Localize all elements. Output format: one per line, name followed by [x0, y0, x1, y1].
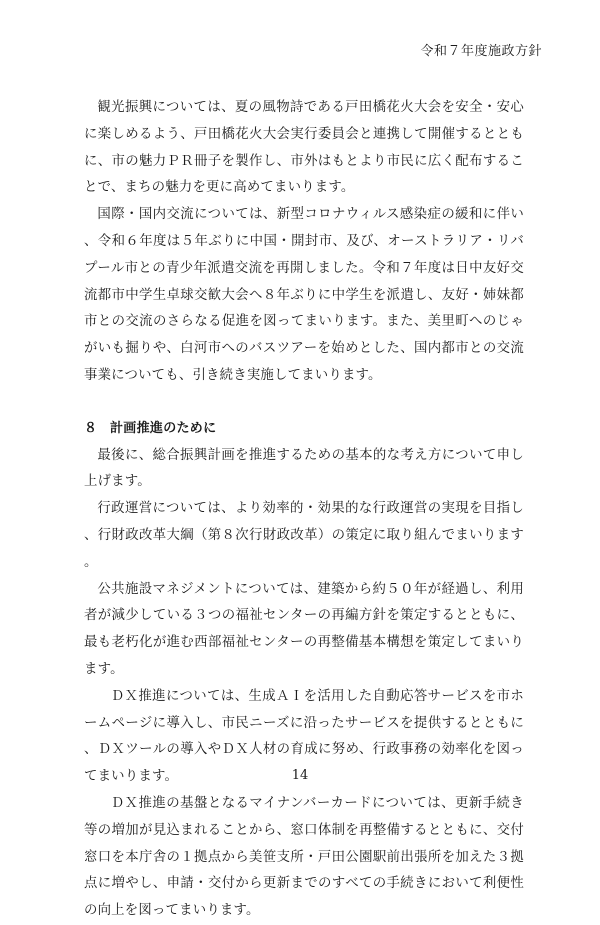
- paragraph-exchange: 国際・国内交流については、新型コロナウィルス感染症の緩和に伴い、令和６年度は５年ぶりに中国・開封市、及び、オーストラリア・リバプール市との青少年派遣交流を再開しました。令和７年度は日中友好交流都市中学生卓球交歓大会へ８年ぶりに中学生を派遣し、友好・姉妹都市との交流のさらなる促進を図ってまいります。また、美里町へのじゃがいも掘りや、白河市へのバスツアーを始めとした、国内都市との交流事業についても、引き続き実施してまいります。: [84, 207, 524, 383]
- section-heading: [84, 416, 524, 443]
- document-body: [84, 95, 524, 925]
- paragraph-tourism: 観光振興については、夏の風物詩である戸田橋花火大会を安全・安心に楽しめるよう、戸田橋花火大会実行委員会と連携して開催するとともに、市の魅力ＰＲ冊子を製作し、市外はもとより市民に広く配布することで、まちの魅力を更に高めてまいります。: [84, 100, 524, 196]
- paragraph-dx: ＤＸ推進については、生成ＡＩを活用した自動応答サービスを市ホームページに導入し、市民ニーズに沿ったサービスを提供するとともに、ＤＸツールの導入やＤＸ人材の育成に努め、行政事務の効率化を図ってまいります。: [84, 688, 524, 785]
- paragraph-mynumber: ＤＸ推進の基盤となるマイナンバーカードについては、更新手続き等の増加が見込まれることから、窓口体制を再整備するとともに、交付窓口を本庁舎の１拠点から美笹支所・戸田公園駅前出張所を加えた３拠点に増やし、申請・交付から更新までのすべての手続きにおいて利便性の向上を図ってまいります。: [84, 795, 524, 919]
- page-number: 14: [291, 768, 309, 783]
- section-spacer: [84, 390, 524, 416]
- page-header-title: 令和７年度施政方針: [420, 44, 542, 59]
- paragraph-facilities: 公共施設マネジメントについては、建築から約５０年が経過し、利用者が減少している３つの福祉センターの再編方針を策定するとともに、最も老朽化が進む西部福祉センターの再整備基本構想を策定してまいります。: [84, 581, 524, 677]
- paragraph-administration: 行政運営については、より効率的・効果的な行政運営の実現を目指し、行財政改革大綱（第８次行財政改革）の策定に取り組んでまいります。: [84, 501, 524, 570]
- section-number: ８: [84, 420, 98, 436]
- paragraph-intro: 最後に、総合振興計画を推進するための基本的な考え方について申し上げます。: [84, 447, 524, 490]
- section-title: 計画推進のために: [110, 420, 217, 436]
